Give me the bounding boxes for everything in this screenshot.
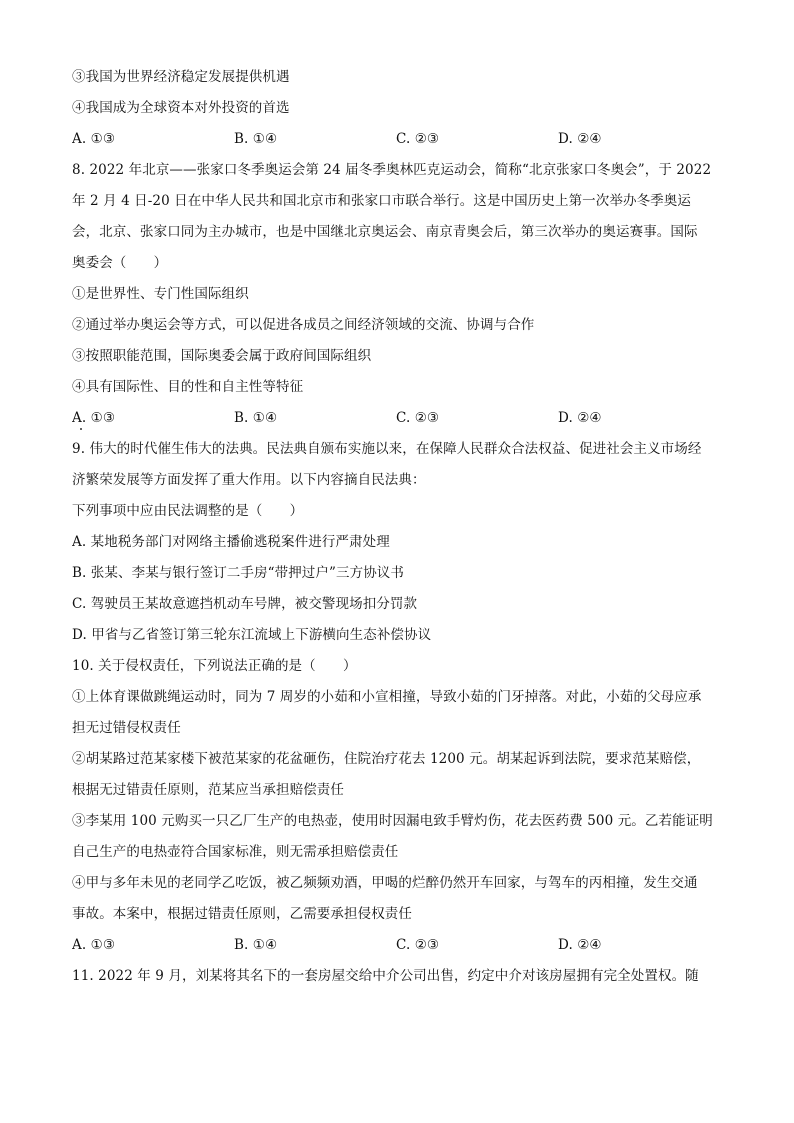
q7-option-4: ④我国成为全球资本对外投资的首选 xyxy=(72,100,290,116)
q10-stem: 10. 关于侵权责任，下列说法正确的是（ ） xyxy=(72,658,357,674)
q10-choice-b: B. ①④ xyxy=(234,937,278,953)
q8-item-2: ②通过举办奥运会等方式，可以促进各成员之间经济领域的交流、协调与合作 xyxy=(72,317,535,333)
q9-choice-b: B. 张某、李某与银行签订二手房“带押过户”三方协议书 xyxy=(72,565,405,581)
q8-choice-a: A. ①③ xyxy=(72,410,116,426)
q10-item-3-line-2: 自己生产的电热壶符合国家标准，则无需承担赔偿责任 xyxy=(72,844,399,860)
q10-item-1-line-2: 担无过错侵权责任 xyxy=(72,720,181,736)
q9-choice-c: C. 驾驶员王某故意遮挡机动车号牌，被交警现场扣分罚款 xyxy=(72,596,418,612)
stray-dot-mark xyxy=(80,428,82,430)
q8-item-1: ①是世界性、专门性国际组织 xyxy=(72,286,249,302)
q8-stem-line-2: 年 2 月 4 日-20 日在中华人民共和国北京市和张家口市联合举行。这是中国历史上第一次举办冬季奥运 xyxy=(72,193,691,209)
q8-stem-line-4: 奥委会（ ） xyxy=(72,255,168,271)
q8-stem-line-3: 会，北京、张家口同为主办城市，也是中国继北京奥运会、南京青奥会后，第三次举办的奥运赛事。国际 xyxy=(72,224,698,240)
exam-page xyxy=(72,62,732,992)
q8-choices xyxy=(72,403,732,434)
q10-item-2-line-2: 根据无过错责任原则，范某应当承担赔偿责任 xyxy=(72,782,344,798)
q9-stem-line-2: 济繁荣发展等方面发挥了重大作用。以下内容摘自民法典： xyxy=(72,472,426,488)
q7-choices xyxy=(72,124,732,155)
q10-choices xyxy=(72,930,732,961)
q7-option-3: ③我国为世界经济稳定发展提供机遇 xyxy=(72,69,290,85)
q10-item-4-line-2: 事故。本案中，根据过错责任原则，乙需要承担侵权责任 xyxy=(72,906,412,922)
q8-stem-line-1: 8. 2022 年北京——张家口冬季奥运会第 24 届冬季奥林匹克运动会，简称“北京张家口冬奥会”，于 2022 xyxy=(72,162,712,178)
q8-item-3: ③按照职能范围，国际奥委会属于政府间国际组织 xyxy=(72,348,372,364)
q10-choice-d: D. ②④ xyxy=(558,937,602,953)
q7-choice-a: A. ①③ xyxy=(72,131,116,147)
q7-choice-d: D. ②④ xyxy=(558,131,602,147)
q9-stem-line-3: 下列事项中应由民法调整的是（ ） xyxy=(72,503,304,519)
q9-choice-a: A. 某地税务部门对网络主播偷逃税案件进行严肃处理 xyxy=(72,534,390,550)
q10-choice-c: C. ②③ xyxy=(396,937,440,953)
q11-stem-line-1: 11. 2022 年 9 月，刘某将其名下的一套房屋交给中介公司出售，约定中介对该房屋拥有完全处置权。随 xyxy=(72,968,699,984)
q9-choice-d: D. 甲省与乙省签订第三轮东江流域上下游横向生态补偿协议 xyxy=(72,627,432,643)
q10-choice-a: A. ①③ xyxy=(72,937,116,953)
q9-stem-line-1: 9. 伟大的时代催生伟大的法典。民法典自颁布实施以来，在保障人民群众合法权益、促进社会主义市场经 xyxy=(72,441,702,457)
q8-choice-d: D. ②④ xyxy=(558,410,602,426)
q8-choice-b: B. ①④ xyxy=(234,410,278,426)
q10-item-3-line-1: ③李某用 100 元购买一只乙厂生产的电热壶，使用时因漏电致手臂灼伤，花去医药费 500 元。乙若能证明 xyxy=(72,813,713,829)
q7-choice-c: C. ②③ xyxy=(396,131,440,147)
q8-choice-c: C. ②③ xyxy=(396,410,440,426)
q8-item-4: ④具有国际性、目的性和自主性等特征 xyxy=(72,379,304,395)
q7-choice-b: B. ①④ xyxy=(234,131,278,147)
q10-item-1-line-1: ①上体育课做跳绳运动时，同为 7 周岁的小茹和小宣相撞，导致小茹的门牙掉落。对此，小茹的父母应承 xyxy=(72,689,702,705)
q10-item-4-line-1: ④甲与多年未见的老同学乙吃饭，被乙频频劝酒，甲喝的烂醉仍然开车回家，与驾车的丙相撞，发生交通 xyxy=(72,875,698,891)
q10-item-2-line-1: ②胡某路过范某家楼下被范某家的花盆砸伤，住院治疗花去 1200 元。胡某起诉到法院，要求范某赔偿， xyxy=(72,751,701,767)
